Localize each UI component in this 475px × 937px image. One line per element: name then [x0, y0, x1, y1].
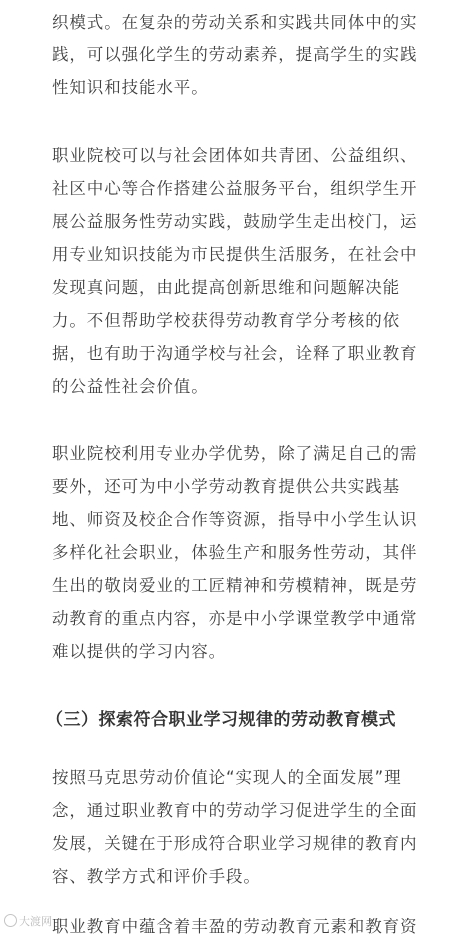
paragraph-1-line-1: 织模式。在复杂的劳动关系和实践共同体中的实 [52, 13, 418, 32]
watermark-logo-icon [4, 914, 17, 927]
paragraph-3-line-4: 多样化社会职业，体验生产和服务性劳动，其伴 [52, 543, 418, 562]
paragraph-2-line-3: 展公益服务性劳动实践，鼓励学生走出校门，运 [52, 212, 418, 231]
paragraph-5-line-1: 职业教育中蕴含着丰盈的劳动教育元素和教育资 [52, 917, 418, 936]
paragraph-2-line-1: 职业院校可以与社会团体如共青团、公益组织、 [52, 146, 418, 165]
paragraph-3-line-6: 动教育的重点内容，亦是中小学课堂教学中通常 [52, 609, 418, 628]
section-heading: （三）探索符合职业学习规律的劳动教育模式 [46, 710, 396, 730]
paragraph-2-line-5: 发现真问题，由此提高创新思维和问题解决能 [52, 278, 400, 297]
paragraph-1-line-3: 性知识和技能水平。 [52, 78, 209, 97]
paragraph-3-line-1: 职业院校利用专业办学优势，除了满足自己的需 [52, 444, 418, 463]
watermark [4, 914, 52, 930]
paragraph-3-line-2: 要外，还可为中小学劳动教育提供公共实践基 [52, 477, 400, 496]
paragraph-1-line-2: 践，可以强化学生的劳动素养，提高学生的实践 [52, 45, 418, 64]
paragraph-2-line-8: 的公益性社会价值。 [52, 377, 209, 396]
paragraph-3-line-7: 难以提供的学习内容。 [52, 642, 226, 661]
paragraph-3-line-3: 地、师资及校企合作等资源，指导中小学生认识 [52, 510, 418, 529]
paragraph-4-line-3: 发展，关键在于形成符合职业学习规律的教育内 [52, 834, 418, 853]
paragraph-2-line-6: 力。不但帮助学校获得劳动教育学分考核的依 [52, 311, 400, 330]
paragraph-2-line-4: 用专业知识技能为市民提供生活服务，在社会中 [52, 245, 418, 264]
watermark-text: 大渡网 [19, 915, 52, 928]
paragraph-4-line-1: 按照马克思劳动价值论“实现人的全面发展”理 [52, 768, 402, 787]
clipped-previous-line [52, 0, 472, 6]
paragraph-2-line-7: 据，也有助于沟通学校与社会，诠释了职业教育 [52, 344, 418, 363]
paragraph-4-line-4: 容、教学方式和评价手段。 [52, 867, 261, 886]
paragraph-2-line-2: 社区中心等合作搭建公益服务平台，组织学生开 [52, 179, 418, 198]
paragraph-3-line-5: 生出的敬岗爱业的工匠精神和劳模精神，既是劳 [52, 576, 418, 595]
paragraph-4-line-2: 念，通过职业教育中的劳动学习促进学生的全面 [52, 801, 418, 820]
